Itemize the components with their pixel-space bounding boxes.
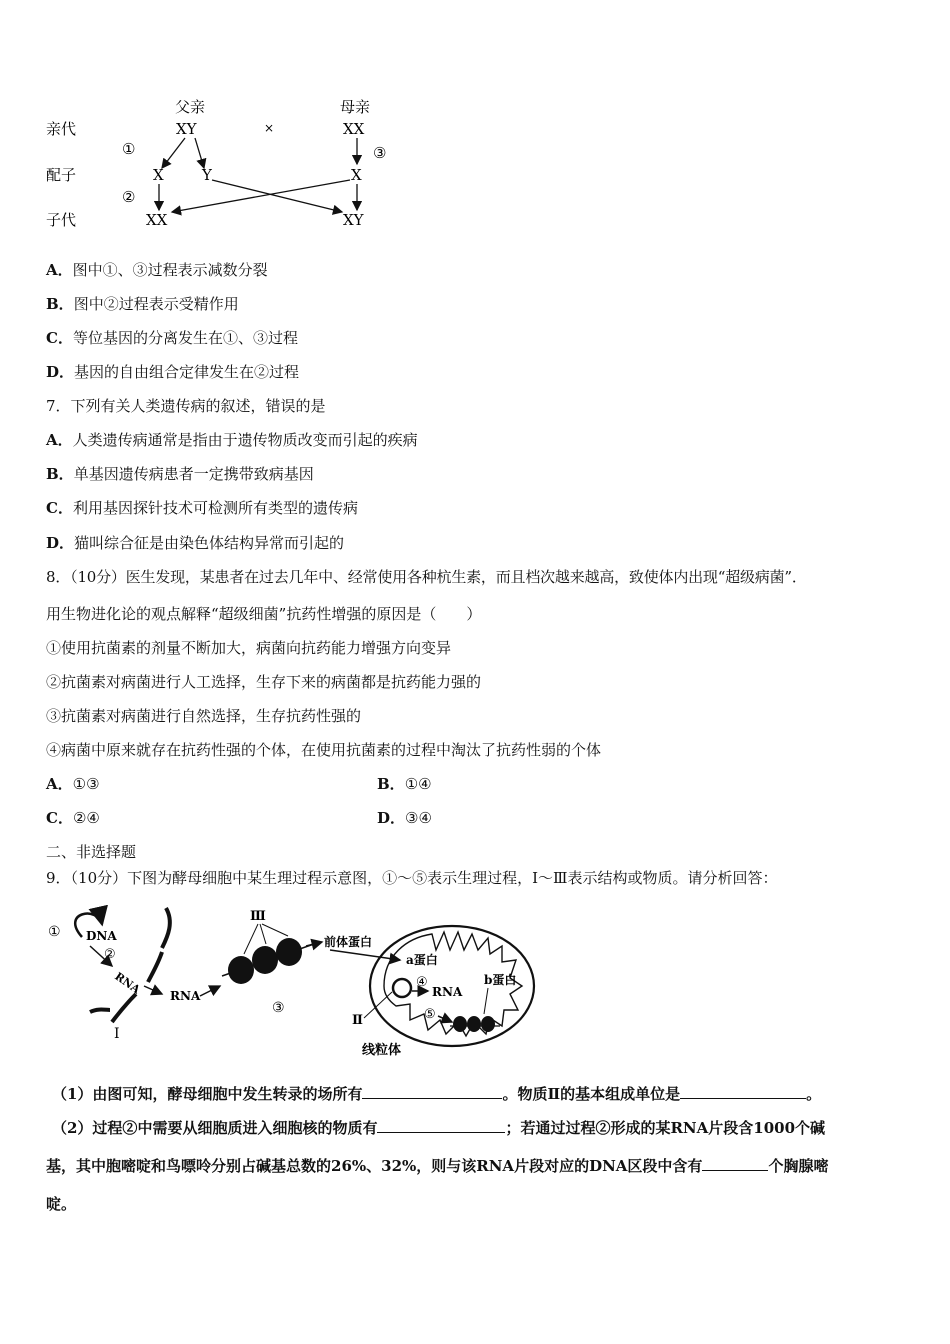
option-letter: D． [46, 363, 75, 381]
offspring-xy: XY [343, 211, 364, 229]
pointer-ribosome-3 [262, 924, 288, 936]
option-text: 图中②过程表示受精作用 [73, 295, 239, 313]
option-text: 人类遗传病通常是指由于遗传物质改变而引起的疾病 [72, 431, 418, 449]
q8-stem-line-1: 8．（10分）医生发现，某患者在过去几年中、经常使用各种杭生素，而且档次越来越高，致使体内出现“超级病菌”． [46, 568, 807, 586]
arrow-father-to-x [162, 138, 185, 168]
q6-option-b [46, 294, 239, 314]
rna-mid-label: RNA [170, 989, 201, 1003]
option-letter: C． [46, 809, 73, 827]
dna-label: DNA [86, 929, 117, 943]
option-letter: D． [46, 534, 75, 552]
father-genotype: XY [176, 120, 197, 138]
q8-stem-line-2: 用生物进化论的观点解释“超级细菌”抗药性增强的原因是（ ） [46, 605, 482, 623]
cross-symbol: × [264, 121, 275, 135]
answer-blank[interactable] [680, 1084, 806, 1099]
q9-part-2-end: 啶。 [46, 1195, 77, 1213]
mito-dna-ring [393, 979, 411, 997]
process-mark-2: ② [104, 947, 116, 962]
pointer-ribosome-1 [244, 924, 258, 954]
import-arrow [330, 950, 400, 960]
q7-option-c [46, 498, 358, 518]
option-letter: A． [46, 261, 73, 279]
label-roman-3: Ⅲ [250, 909, 266, 924]
precursor-arrow [306, 942, 322, 946]
option-text: 等位基因的分离发生在①、③过程 [72, 329, 298, 347]
mother-label: 母亲 [340, 98, 371, 116]
rna-small-label: RNA [112, 969, 143, 997]
option-text: ②④ [72, 809, 100, 827]
q8-statement-3: ③抗菌素对病菌进行自然选择，生存抗药性强的 [46, 707, 362, 725]
process-mark-5: ⑤ [424, 1007, 436, 1022]
q7-option-a [46, 430, 418, 450]
ribosome-2 [252, 946, 278, 974]
q7-stem: 7．下列有关人类遗传病的叙述，错误的是 [46, 397, 326, 415]
option-letter: A． [46, 431, 73, 449]
option-letter: D． [377, 809, 406, 827]
label-roman-1: Ⅰ [114, 1026, 120, 1042]
nuclear-envelope-mid [148, 952, 162, 982]
process-mark-3: ③ [373, 144, 387, 162]
option-letter: B． [46, 295, 74, 313]
q9-part-1-text-a: （1）由图可知，酵母细胞中发生转录的场所有 [52, 1085, 363, 1103]
process-mark-1: ① [122, 140, 136, 158]
option-text: ①③ [72, 775, 100, 793]
option-text: 利用基因探针技术可检测所有类型的遗传病 [72, 499, 358, 517]
q9-part-1-text-b: 。物质Ⅱ的基本组成单位是 [502, 1085, 681, 1103]
q7-option-b [46, 464, 314, 484]
q8-statement-2: ②抗菌素对病菌进行人工选择，生存下来的病菌都是抗药能力强的 [46, 673, 482, 691]
option-text: 单基因遗传病患者一定携带致病基因 [73, 465, 314, 483]
gamete-x-mother: X [351, 166, 362, 184]
q9-stem: 9．（10分）下图为酵母细胞中某生理过程示意图，①～⑤表示生理过程，Ⅰ～Ⅲ表示结构或物质。请分析回答： [46, 869, 778, 887]
sex-inheritance-diagram [40, 92, 410, 242]
option-text: 基因的自由组合定律发生在②过程 [74, 363, 300, 381]
precursor-protein-label: 前体蛋白 [324, 935, 373, 949]
answer-blank[interactable] [702, 1156, 768, 1171]
answer-blank[interactable] [362, 1084, 502, 1099]
q9-part-2-text-d: 个胸腺嘧 [768, 1157, 829, 1175]
option-letter: C． [46, 499, 73, 517]
ribosome-1 [228, 956, 254, 984]
arrow-father-to-y [195, 138, 204, 168]
nuclear-envelope-top [162, 908, 170, 948]
q8-statement-1: ①使用抗菌素的剂量不断加大，病菌向抗药能力增强方向变异 [46, 639, 452, 657]
option-letter: B． [46, 465, 74, 483]
gamete-y-father: Y [202, 166, 212, 184]
ribosome-3 [276, 938, 302, 966]
q8-option-d [377, 808, 432, 828]
option-text: ①④ [404, 775, 432, 793]
process-mark-2: ② [122, 188, 136, 206]
q9-part-2-text-b: ；若通过过程②形成的某RNA片段含1000个碱 [505, 1119, 826, 1137]
q6-option-a [46, 260, 268, 280]
protein-b-label: b蛋白 [484, 973, 517, 987]
q9-part-1 [52, 1084, 821, 1104]
q8-option-c [46, 808, 100, 828]
protein-b-pointer [484, 988, 488, 1014]
protein-a-label: a蛋白 [406, 953, 438, 967]
option-text: 猫叫综合征是由染色体结构异常而引起的 [74, 534, 345, 552]
rna-to-ribosome-arrow [200, 986, 220, 996]
row-label-gametes: 配子 [46, 166, 77, 184]
q9-part-2-text-a: （2）过程②中需要从细胞质进入细胞核的物质有 [52, 1119, 378, 1137]
q8-option-b [377, 774, 432, 794]
rna-export-arrow [144, 986, 162, 994]
father-label: 父亲 [175, 98, 206, 116]
rna-mito-label: RNA [432, 985, 463, 999]
mito-ribosome-2 [467, 1016, 481, 1032]
q9-part-2-text-c: 基，其中胞嘧啶和鸟嘌呤分别占碱基总数的26%、32%，则与该RNA片段对应的DNA区段中含有 [46, 1157, 703, 1175]
roman-2-pointer [364, 992, 392, 1018]
process-mark-1: ① [48, 924, 61, 940]
mother-genotype: XX [343, 120, 365, 138]
q9-part-1-text-c: 。 [806, 1085, 822, 1103]
q7-option-d [46, 533, 344, 553]
section-heading: 二、非选择题 [46, 843, 137, 861]
nuclear-envelope-bottom [90, 1010, 110, 1013]
nuclear-envelope-low [112, 994, 136, 1022]
answer-blank[interactable] [377, 1118, 505, 1133]
option-letter: C． [46, 329, 73, 347]
option-letter: B． [377, 775, 405, 793]
mito-ribosome-3 [481, 1016, 495, 1032]
option-text: ③④ [405, 809, 432, 827]
q6-option-c [46, 328, 298, 348]
q6-option-d [46, 362, 299, 382]
label-roman-2: Ⅱ [352, 1013, 363, 1028]
row-label-offspring: 子代 [46, 211, 77, 229]
yeast-process-diagram [40, 902, 540, 1068]
mitochondrion-label: 线粒体 [362, 1043, 402, 1058]
pointer-ribosome-2 [260, 924, 266, 944]
offspring-xx: XX [146, 211, 168, 229]
option-text: 图中①、③过程表示减数分裂 [72, 261, 268, 279]
process-mark-4: ④ [416, 975, 428, 990]
q9-part-2 [52, 1118, 825, 1138]
gamete-x-father: X [153, 166, 164, 184]
row-label-parents: 亲代 [46, 120, 77, 138]
q8-option-a [46, 774, 100, 794]
option-letter: A． [46, 775, 73, 793]
process-mark-3: ③ [272, 1000, 285, 1016]
q9-part-2-continued [46, 1156, 828, 1176]
mito-ribosome-1 [453, 1016, 467, 1032]
q8-statement-4: ④病菌中原来就存在抗药性强的个体，在使用抗菌素的过程中淘汰了抗药性弱的个体 [46, 741, 602, 759]
